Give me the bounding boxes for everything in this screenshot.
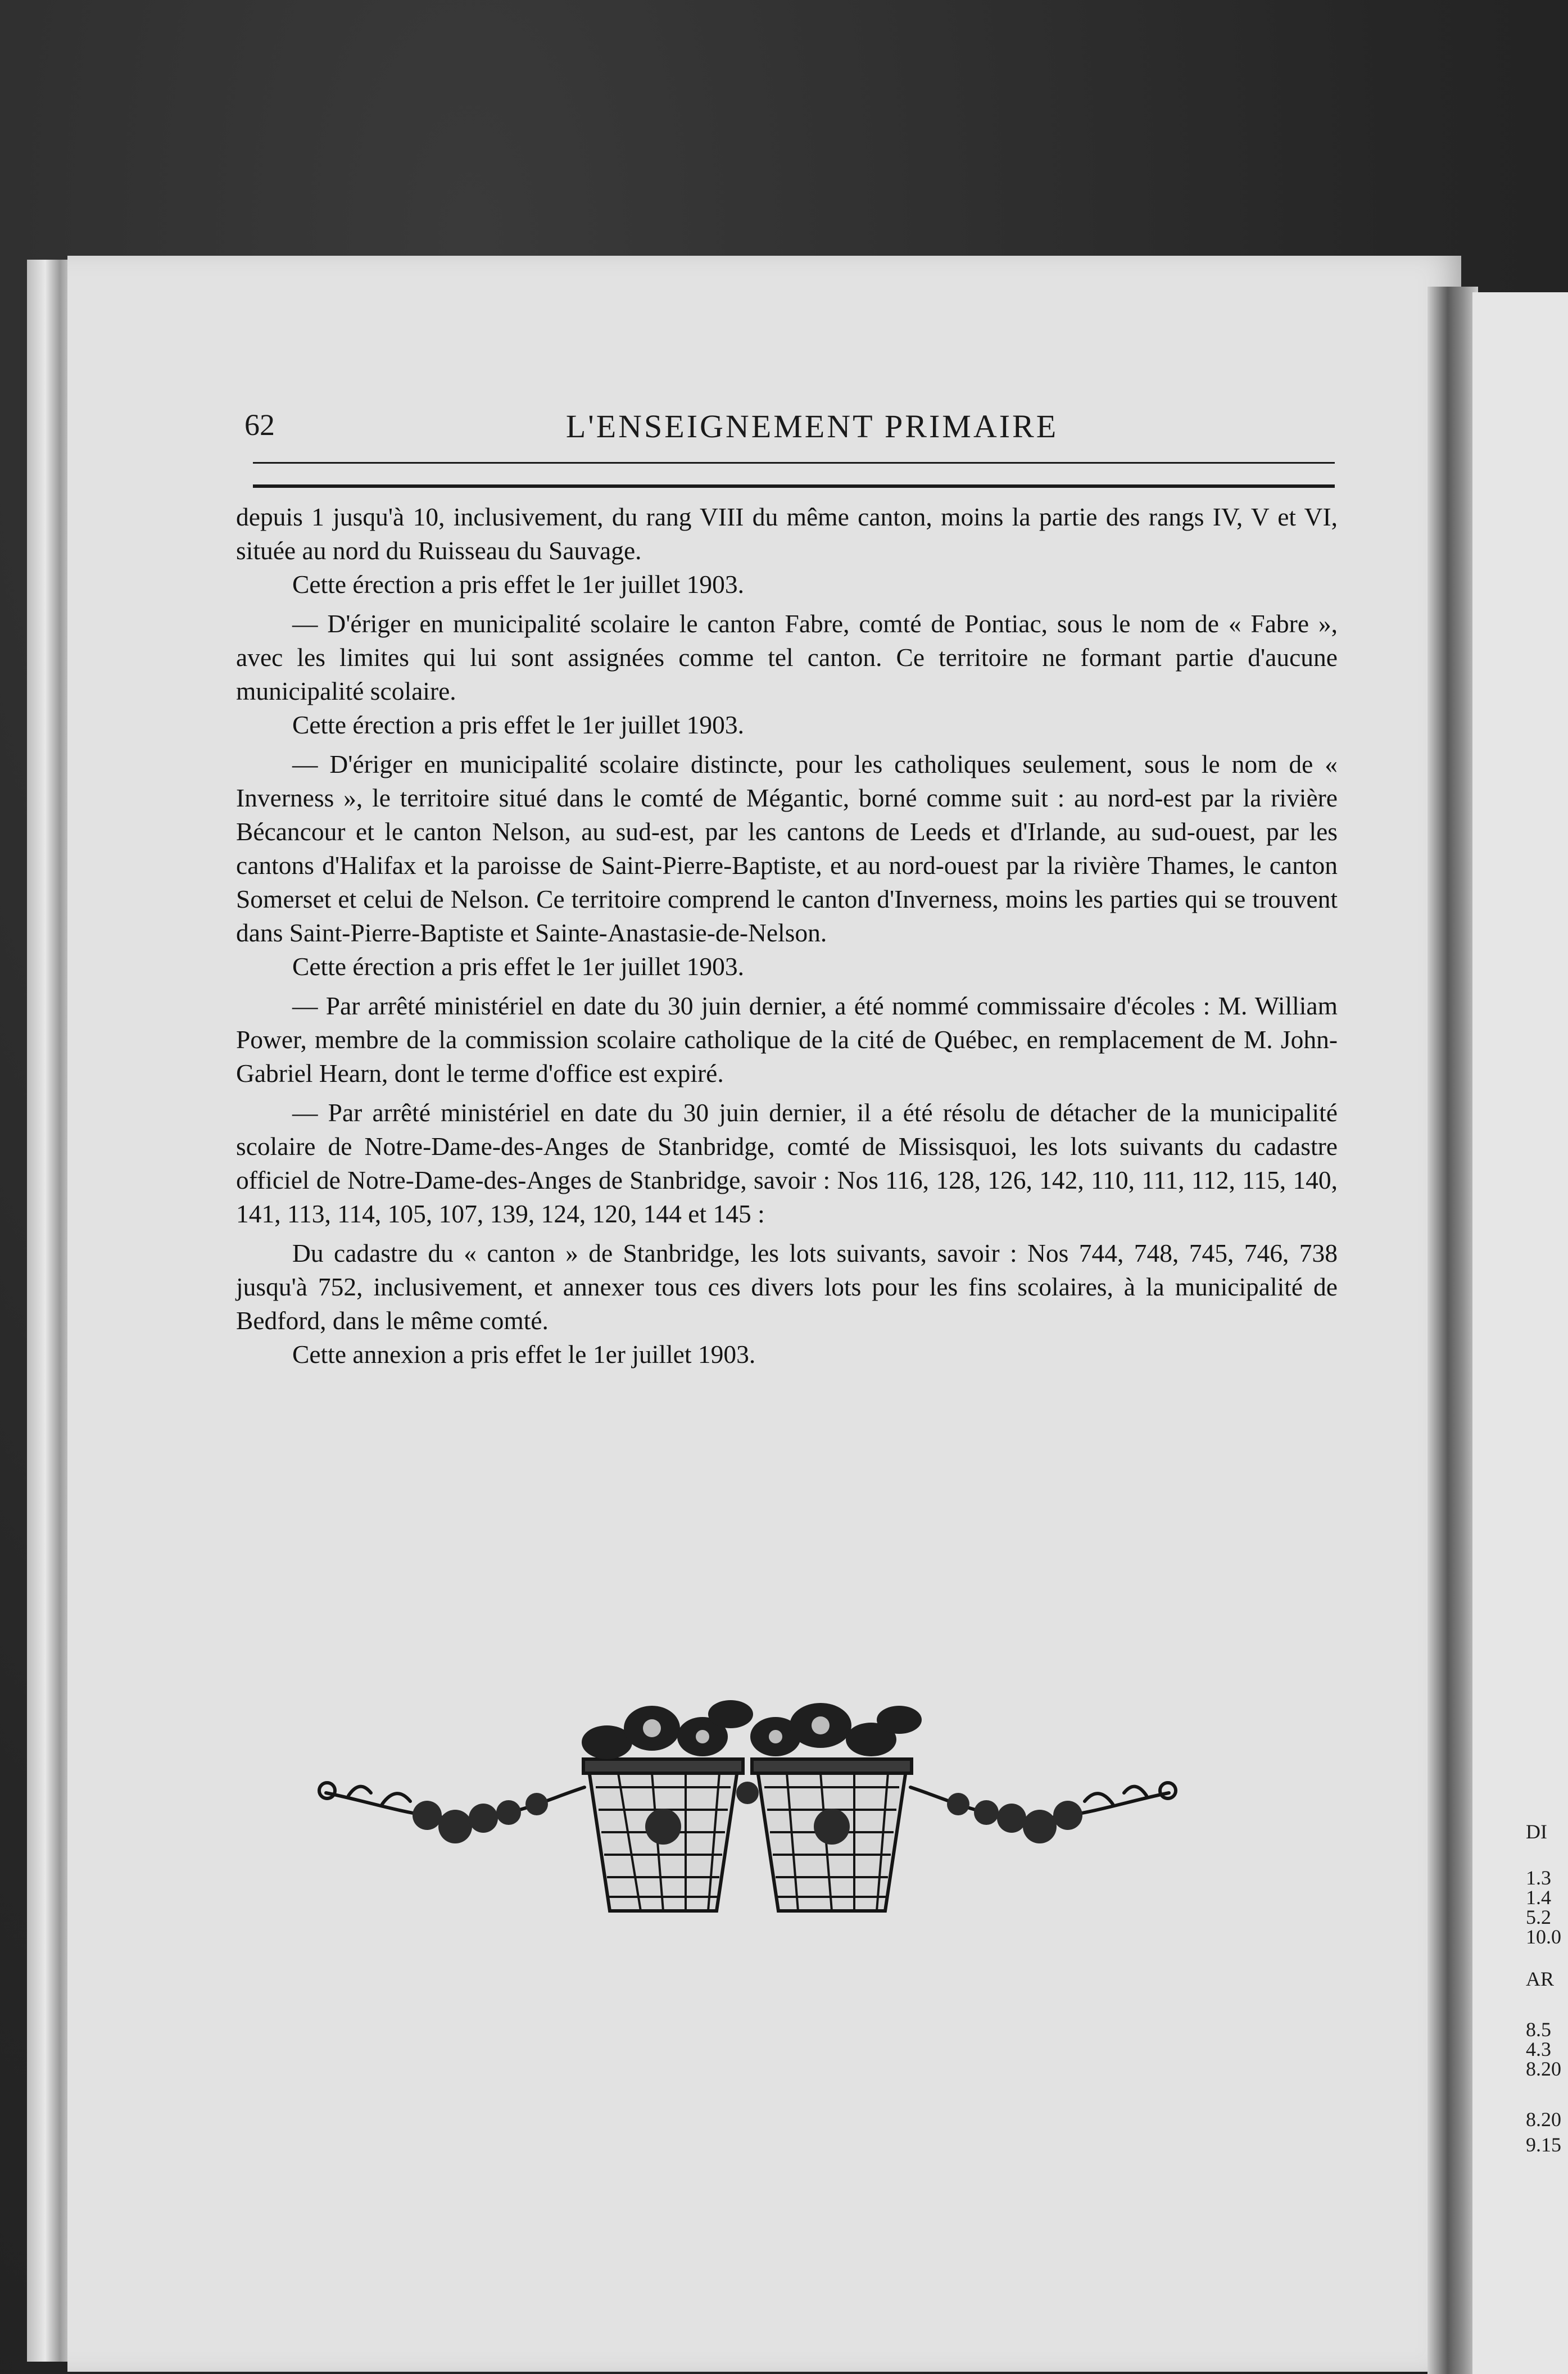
- facing-page-fragment: [1472, 292, 1568, 2374]
- page-number: 62: [244, 408, 275, 442]
- paragraph: Cette érection a pris effet le 1er juillet 1903.: [292, 952, 744, 981]
- facing-page-text: 9.15: [1526, 2133, 1561, 2156]
- paragraph: — D'ériger en municipalité scolaire distincte, pour les catholiques seulement, sous le nom de « Inverness », le territoire situé dans le comté de Mégantic, borné comme suit : au nord-est par la rivière Bécancour et le canton Nelson, au sud-est, par les cantons de Leeds et d'Irlande, au sud-ouest, par les cantons d'Halifax et la paroisse de Saint-Pierre-Baptiste, et au nord-ouest par la rivière Thames, le canton Somerset et celui de Nelson. Ce territoire comprend le canton d'Inverness, moins les parties qui se trouvent dans Saint-Pierre-Baptiste et Sainte-Anastasie-de-Nelson.: [236, 750, 1338, 947]
- paragraph: Cette érection a pris effet le 1er juillet 1903.: [292, 570, 744, 599]
- facing-page-text: DI: [1526, 1820, 1547, 1843]
- facing-page-text: 10.0: [1526, 1926, 1561, 1948]
- header-rule-thin: [253, 462, 1335, 464]
- facing-page-text: 5.2: [1526, 1906, 1551, 1928]
- facing-page-text: 1.3: [1526, 1866, 1551, 1889]
- book-gutter: [1427, 287, 1478, 2374]
- page-header: [244, 407, 1346, 452]
- paragraph: Cette annexion a pris effet le 1er juillet 1903.: [292, 1340, 756, 1369]
- paragraph: — Par arrêté ministériel en date du 30 juin dernier, il a été résolu de détacher de la municipalité scolaire de Notre-Dame-des-Anges de Stanbridge, comté de Missisquoi, les lots suivants du cadastre officiel de Notre-Dame-des-Anges de Stanbridge, savoir : Nos 116, 128, 126, 142, 110, 111, 112, 115, 140, 141, 113, 114, 105, 107, 139, 124, 120, 144 et 145 :: [236, 1098, 1338, 1228]
- facing-page-text: AR: [1526, 1968, 1555, 1990]
- facing-page-text: 8.5: [1526, 2018, 1551, 2041]
- facing-page-text: 1.4: [1526, 1886, 1551, 1909]
- paragraph: Du cadastre du « canton » de Stanbridge, les lots suivants, savoir : Nos 744, 748, 745, 746, 738 jusqu'à 752, inclusivement, et annexer tous ces divers lots pour les fins scolaires, à la municipalité de Bedford, dans le même comté.: [236, 1239, 1338, 1335]
- facing-page-text: 8.20: [1526, 2058, 1561, 2080]
- paragraph: Cette érection a pris effet le 1er juillet 1903.: [292, 710, 744, 739]
- header-rule-thick: [253, 484, 1335, 488]
- running-title: L'ENSEIGNEMENT PRIMAIRE: [565, 408, 1059, 445]
- paragraph: — Par arrêté ministériel en date du 30 juin dernier, a été nommé commissaire d'écoles : M. William Power, membre de la commission scolaire catholique de la cité de Québec, en remplacement de M. John-Gabriel Hearn, dont le terme d'office est expiré.: [236, 991, 1338, 1088]
- facing-page-text: 4.3: [1526, 2038, 1551, 2060]
- flower-basket-ornament: [315, 1675, 1180, 1922]
- body-text: [236, 500, 1338, 1371]
- paragraph: depuis 1 jusqu'à 10, inclusivement, du rang VIII du même canton, moins la partie des rangs IV, V et VI, située au nord du Ruisseau du Sauvage.: [236, 502, 1338, 565]
- paragraph: — D'ériger en municipalité scolaire le canton Fabre, comté de Pontiac, sous le nom de « Fabre », avec les limites qui lui sont assignées comme tel canton. Ce territoire ne formant partie d'aucune municipalité scolaire.: [236, 609, 1338, 705]
- facing-page-text: 8.20: [1526, 2108, 1561, 2131]
